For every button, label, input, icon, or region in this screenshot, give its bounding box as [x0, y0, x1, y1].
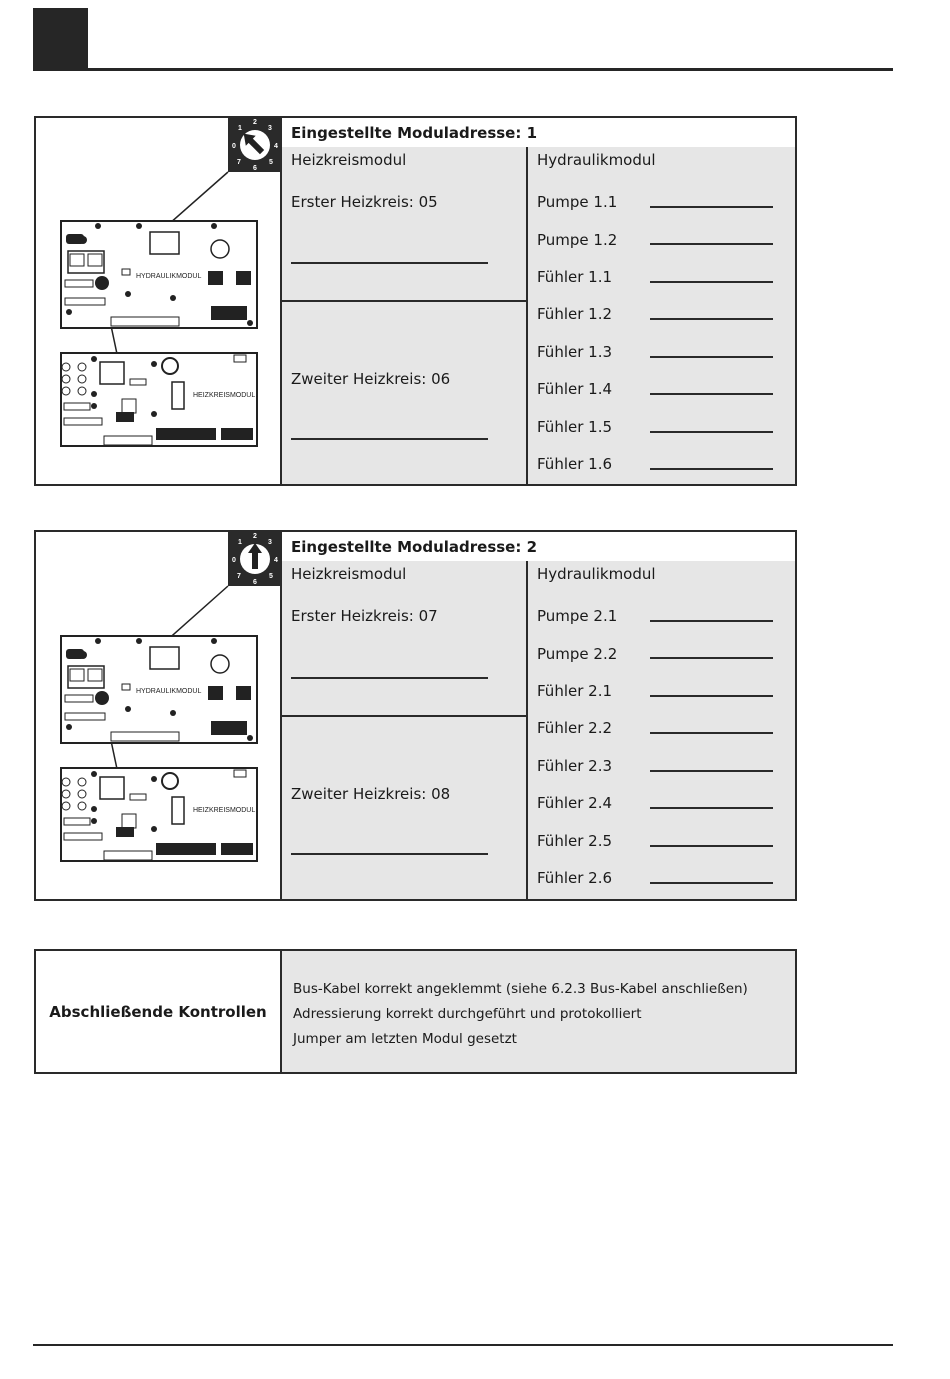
entry-line[interactable] [650, 732, 773, 734]
final-checks-list [282, 951, 795, 1072]
svg-text:1: 1 [238, 125, 242, 132]
address-table [282, 532, 795, 899]
second-circuit-label: Zweiter Heizkreis: 08 [291, 785, 451, 803]
hydraulikmodul-header: Hydraulikmodul [537, 151, 656, 169]
svg-text:7: 7 [237, 159, 241, 166]
first-circuit-label: Erster Heizkreis: 05 [291, 193, 438, 211]
wiring-diagram-area [36, 532, 282, 899]
list-item: Fühler 1.2 [537, 305, 613, 323]
svg-text:0: 0 [232, 557, 236, 564]
list-item: Fühler 1.5 [537, 418, 613, 436]
list-item: Fühler 2.6 [537, 869, 613, 887]
rotary-address-switch-icon [228, 532, 282, 586]
svg-text:5: 5 [269, 159, 273, 166]
entry-line[interactable] [650, 356, 773, 358]
second-circuit-label: Zweiter Heizkreis: 06 [291, 370, 451, 388]
svg-text:2: 2 [253, 533, 257, 540]
board-label-heizkreis: HEIZKREISMODUL [193, 807, 256, 814]
address-title: Eingestellte Moduladresse: 1 [291, 124, 538, 142]
section-marker-block [33, 8, 88, 71]
list-item: Fühler 1.4 [537, 380, 613, 398]
svg-text:2: 2 [253, 119, 257, 126]
svg-text:6: 6 [253, 165, 257, 172]
svg-text:6: 6 [253, 579, 257, 586]
list-item: Fühler 2.2 [537, 719, 613, 737]
table-body [282, 586, 795, 899]
header-rule [33, 68, 893, 71]
heizkreismodul-header: Heizkreismodul [291, 151, 407, 169]
entry-line[interactable] [650, 770, 773, 772]
check-item: Adressierung korrekt durchgeführt und protokolliert [293, 1006, 642, 1022]
second-circuit-entry-line[interactable] [291, 853, 488, 855]
entry-line[interactable] [650, 243, 773, 245]
svg-text:0: 0 [232, 143, 236, 150]
entry-line[interactable] [650, 845, 773, 847]
svg-text:7: 7 [237, 573, 241, 580]
list-item: Fühler 2.4 [537, 794, 613, 812]
wiring-diagram-area [36, 118, 282, 484]
check-item: Bus-Kabel korrekt angeklemmt (siehe 6.2.3 Bus-Kabel anschließen) [293, 981, 748, 997]
svg-text:5: 5 [269, 573, 273, 580]
column-headers [282, 561, 795, 588]
svg-text:4: 4 [274, 143, 278, 150]
board-label-hydraulik: HYDRAULIKMODUL [136, 688, 202, 695]
list-item: Pumpe 2.2 [537, 645, 618, 663]
entry-line[interactable] [650, 695, 773, 697]
entry-line[interactable] [650, 620, 773, 622]
list-item: Fühler 2.5 [537, 832, 613, 850]
final-checks-label-cell [36, 951, 282, 1072]
entry-line[interactable] [650, 206, 773, 208]
list-item: Pumpe 1.1 [537, 193, 618, 211]
entry-line[interactable] [650, 468, 773, 470]
first-circuit-label: Erster Heizkreis: 07 [291, 607, 438, 625]
first-circuit-entry-line[interactable] [291, 262, 488, 264]
list-item: Pumpe 1.2 [537, 231, 618, 249]
first-circuit-entry-line[interactable] [291, 677, 488, 679]
board-label-hydraulik: HYDRAULIKMODUL [136, 273, 202, 280]
list-item: Fühler 2.1 [537, 682, 613, 700]
module-address-panel-1 [34, 116, 797, 486]
entry-line[interactable] [650, 393, 773, 395]
check-item: Jumper am letzten Modul gesetzt [293, 1031, 517, 1047]
svg-text:3: 3 [268, 539, 272, 546]
svg-text:3: 3 [268, 125, 272, 132]
address-title-row [282, 118, 795, 149]
column-headers [282, 147, 795, 174]
footer-rule [33, 1344, 893, 1346]
svg-text:1: 1 [238, 539, 242, 546]
final-checks-label: Abschließende Kontrollen [49, 1003, 267, 1021]
table-body [282, 172, 795, 484]
entry-line[interactable] [650, 657, 773, 659]
list-item: Fühler 1.1 [537, 268, 613, 286]
heizkreismodul-header: Heizkreismodul [291, 565, 407, 583]
final-checks-panel [34, 949, 797, 1074]
board-label-heizkreis: HEIZKREISMODUL [193, 392, 256, 399]
list-item: Pumpe 2.1 [537, 607, 618, 625]
address-title: Eingestellte Moduladresse: 2 [291, 538, 538, 556]
second-circuit-entry-line[interactable] [291, 438, 488, 440]
entry-line[interactable] [650, 431, 773, 433]
address-title-row [282, 532, 795, 563]
entry-line[interactable] [650, 318, 773, 320]
svg-text:4: 4 [274, 557, 278, 564]
list-item: Fühler 1.3 [537, 343, 613, 361]
list-item: Fühler 2.3 [537, 757, 613, 775]
entry-line[interactable] [650, 882, 773, 884]
entry-line[interactable] [650, 807, 773, 809]
circuit-boards-illustration [36, 532, 282, 903]
module-address-panel-2 [34, 530, 797, 901]
address-table [282, 118, 795, 484]
circuit-boards-illustration [36, 118, 282, 488]
list-item: Fühler 1.6 [537, 455, 613, 473]
rotary-address-switch-icon [228, 118, 282, 172]
hydraulikmodul-header: Hydraulikmodul [537, 565, 656, 583]
entry-line[interactable] [650, 281, 773, 283]
